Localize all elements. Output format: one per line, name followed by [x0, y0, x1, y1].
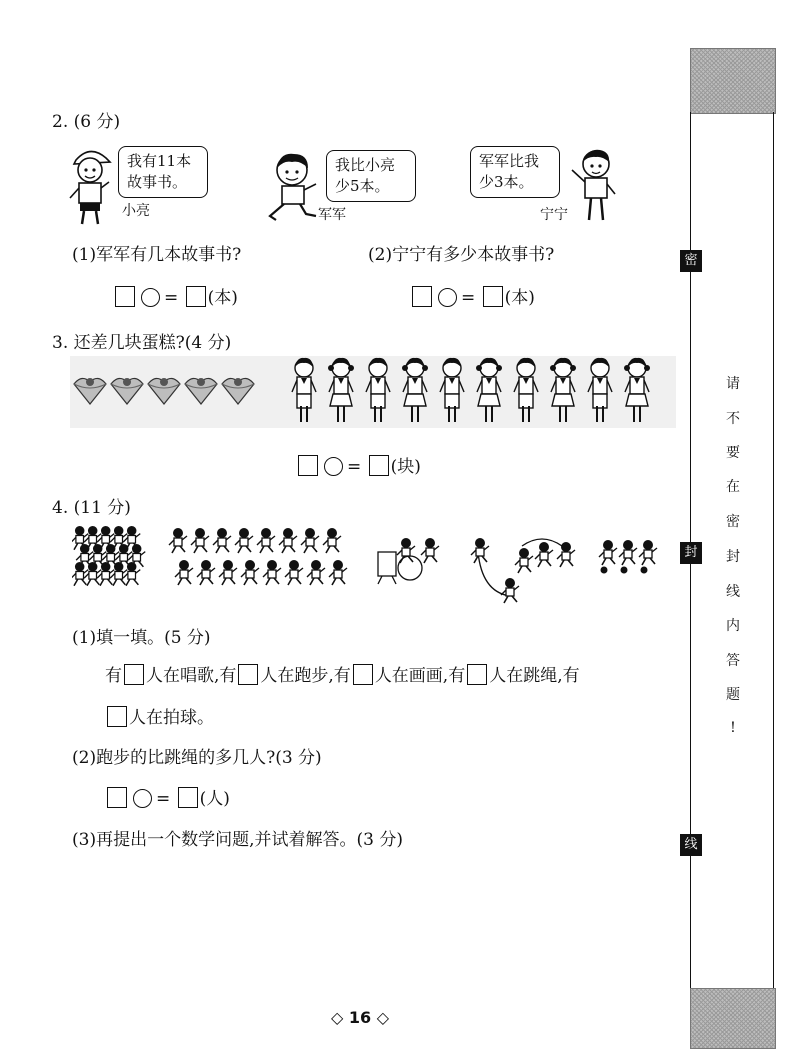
drawing-group [378, 538, 439, 584]
cake-icon [74, 378, 106, 404]
girl-figure [476, 358, 502, 422]
singer-figure [97, 562, 114, 586]
q2-sub2: (2)宁宁有多少本故事书? [368, 245, 555, 265]
singer-figure [84, 562, 101, 586]
q4-sub3: (3)再提出一个数学问题,并试着解答。(3 分) [72, 830, 403, 850]
runner-figure [213, 528, 231, 553]
page-number: ◇ 16 ◇ [330, 1008, 389, 1027]
q4-title: 4. (11 分) [52, 498, 131, 518]
sidebar-warning-char: 在 [726, 479, 740, 495]
cake-icon [222, 378, 254, 404]
skipper-figure [501, 578, 519, 603]
runner-figure [263, 560, 281, 585]
q3-title: 3. 还差几块蛋糕?(4 分) [52, 333, 232, 353]
q3-equation: = (块) [296, 452, 421, 477]
sidebar-warning-char: 不 [726, 411, 740, 427]
boy-junjun-figure [262, 150, 324, 224]
boy-ningning-figure [566, 146, 622, 226]
operator-circle[interactable] [141, 288, 160, 307]
answer-area[interactable] [72, 860, 672, 980]
cake-icon [111, 378, 143, 404]
q4-sub1: (1)填一填。(5 分) [72, 628, 211, 648]
seal-tab-feng: 封 [680, 542, 702, 564]
runner-figure [257, 528, 275, 553]
q4-sub2: (2)跑步的比跳绳的多几人?(3 分) [72, 748, 322, 768]
cake-icon [185, 378, 217, 404]
ball-icon [621, 567, 628, 574]
bubble-ningning: 军军比我 少3本。 [470, 146, 560, 198]
skipper-figure [557, 542, 575, 567]
painter-figure [421, 538, 439, 563]
answer-box[interactable] [467, 664, 487, 685]
answer-box[interactable] [107, 787, 127, 808]
boy-figure [292, 358, 316, 422]
runner-figure [191, 528, 209, 553]
sidebar-warning-char: 封 [726, 549, 740, 565]
name-xiaoliang: 小亮 [122, 203, 150, 219]
sidebar-warning-char: 请 [726, 376, 740, 392]
ball-icon [601, 567, 608, 574]
cakes-row [72, 372, 260, 408]
bubble-junjun: 我比小亮 少5本。 [326, 150, 416, 202]
answer-box[interactable] [178, 787, 198, 808]
girl-figure [624, 358, 650, 422]
name-junjun: 军军 [318, 207, 346, 223]
sidebar-warning-char: 题 [726, 687, 740, 703]
q4-fill-line-2: 人在拍球。 [105, 703, 214, 728]
runner-figure [285, 560, 303, 585]
boy-figure [514, 358, 538, 422]
answer-box[interactable] [483, 286, 503, 307]
skipper-figure [515, 548, 533, 573]
answer-box[interactable] [369, 455, 389, 476]
operator-circle[interactable] [324, 457, 343, 476]
sidebar-warning-char: 密 [726, 514, 740, 530]
boy-xiaoliang-figure [66, 146, 114, 228]
runner-figure [175, 560, 193, 585]
runner-figure [241, 560, 259, 585]
ball-player-figure [599, 540, 617, 565]
sidebar-warning-char: 线 [726, 584, 740, 600]
answer-box[interactable] [412, 286, 432, 307]
singer-figure [72, 562, 88, 586]
q4-equation: = (人) [105, 784, 230, 809]
girl-figure [328, 358, 354, 422]
q2-equation-2: = (本) [410, 283, 535, 308]
girl-figure [550, 358, 576, 422]
name-ningning: 宁宁 [540, 207, 568, 223]
seal-tab-mi: 密 [680, 250, 702, 272]
q2-sub1: (1)军军有几本故事书? [72, 245, 242, 265]
runner-figure [323, 528, 341, 553]
sidebar-warning-char: 内 [726, 618, 740, 634]
answer-box[interactable] [353, 664, 373, 685]
bubble-xiaoliang: 我有11本 故事书。 [118, 146, 208, 198]
singer-figure [123, 562, 140, 586]
runner-figure [329, 560, 347, 585]
runner-figure [307, 560, 325, 585]
skipper-figure [471, 538, 489, 563]
ball-bouncing-group [599, 540, 657, 574]
singer-figure [110, 562, 127, 586]
runner-figure [219, 560, 237, 585]
ball-player-figure [639, 540, 657, 565]
runner-figure [235, 528, 253, 553]
runner-figure [301, 528, 319, 553]
sidebar-warning-char: ! [730, 720, 736, 736]
answer-box[interactable] [115, 286, 135, 307]
rope-skipping-group [471, 538, 575, 603]
operator-circle[interactable] [438, 288, 457, 307]
sidebar-warning-char: 要 [726, 445, 740, 461]
ball-icon [641, 567, 648, 574]
runner-figure [197, 560, 215, 585]
boy-figure [366, 358, 390, 422]
ball-player-figure [619, 540, 637, 565]
sidebar-warning-char: 答 [726, 653, 740, 669]
sidebar-hatch-top [690, 48, 776, 114]
answer-box[interactable] [186, 286, 206, 307]
cake-icon [148, 378, 180, 404]
runner-figure [169, 528, 187, 553]
q2-equation-1: = (本) [113, 283, 238, 308]
girl-figure [402, 358, 428, 422]
singing-group [72, 526, 145, 586]
children-row [288, 356, 658, 428]
activities-illustration [72, 522, 662, 606]
q2-title: 2. (6 分) [52, 112, 121, 132]
sidebar-hatch-bottom [690, 988, 776, 1049]
q4-fill-line-1: 有 人在唱歌,有 人在跑步,有 人在画画,有 人在跳绳,有 [105, 666, 580, 686]
boy-figure [588, 358, 612, 422]
running-group [169, 528, 347, 585]
answer-box[interactable] [298, 455, 318, 476]
runner-figure [279, 528, 297, 553]
operator-circle[interactable] [133, 789, 152, 808]
boy-figure [440, 358, 464, 422]
seal-tab-xian: 线 [680, 834, 702, 856]
answer-box[interactable] [107, 706, 127, 727]
answer-box[interactable] [124, 664, 144, 685]
skipper-figure [535, 542, 553, 567]
answer-box[interactable] [238, 664, 258, 685]
